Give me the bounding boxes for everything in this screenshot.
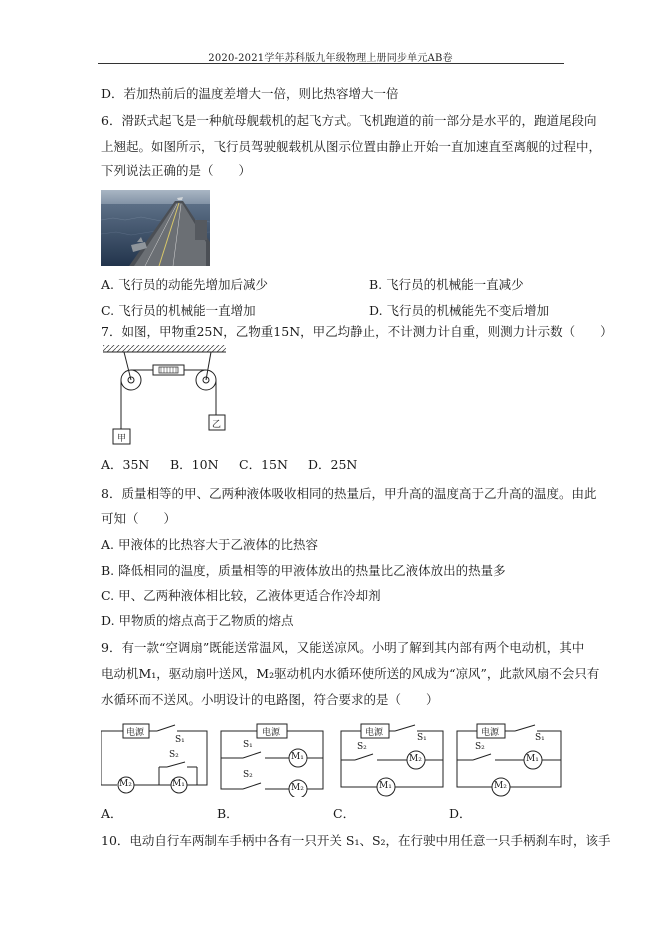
q9-circuit-d bbox=[455, 719, 565, 797]
q6-stem-line-3: 下列说法正确的是（ ） bbox=[101, 163, 252, 178]
motor-m2-label: M₂ bbox=[119, 779, 132, 789]
power-source-label: 电源 bbox=[262, 728, 281, 738]
q9-stem-line-2: 电动机M₁，驱动扇叶送风，M₂驱动机内水循环使所送的风成为“凉风”，此款风扇不会只有 bbox=[101, 666, 600, 681]
q9-stem-line-1: 9．有一款“空调扇”既能送常温风，又能送凉风。小明了解到其内部有两个电动机，其中 bbox=[101, 640, 585, 655]
switch-s1-label: S₁ bbox=[175, 735, 185, 745]
q8-stem-line-1: 8．质量相等的甲、乙两种液体吸收相同的热量后，甲升高的温度高于乙升高的温度。由此 bbox=[101, 486, 597, 501]
q7-option-d: D．25N bbox=[308, 457, 358, 472]
q7-option-b: B．10N bbox=[170, 457, 219, 472]
aircraft-carrier-photo bbox=[101, 190, 210, 266]
q8-option-a: A. 甲液体的比热容大于乙液体的比热容 bbox=[101, 537, 318, 552]
q6-option-c: C. 飞行员的机械能一直增加 bbox=[101, 303, 256, 318]
switch-s1-label: S₁ bbox=[243, 740, 253, 750]
motor-m1-label: M₁ bbox=[379, 781, 392, 791]
switch-s2-label: S₂ bbox=[475, 742, 485, 752]
power-source-label: 电源 bbox=[365, 728, 384, 738]
motor-m1-label: M₁ bbox=[291, 752, 304, 762]
motor-m1-label: M₁ bbox=[526, 754, 539, 764]
power-source-label: 电源 bbox=[126, 728, 145, 738]
q9-label-a: A． bbox=[101, 806, 123, 821]
q6-stem-line-1: 6．滑跃式起飞是一种航母舰载机的起飞方式。飞机跑道的前一部分是水平的，跑道尾段向 bbox=[101, 113, 597, 128]
q6-option-b: B. 飞行员的机械能一直减少 bbox=[369, 277, 524, 292]
switch-s2-label: S₂ bbox=[243, 770, 253, 780]
switch-s2-label: S₂ bbox=[357, 742, 367, 752]
q9-label-c: C． bbox=[333, 806, 356, 821]
motor-m1-label: M₁ bbox=[172, 779, 185, 789]
q6-stem-line-2: 上翘起。如图所示，飞行员驾驶舰载机从图示位置由静止开始一直加速直至离舰的过程中， bbox=[101, 139, 602, 154]
header-rule bbox=[98, 63, 564, 64]
q9-label-b: B． bbox=[217, 806, 239, 821]
q8-stem-line-2: 可知（ ） bbox=[101, 511, 177, 526]
motor-m2-label: M₂ bbox=[494, 781, 507, 791]
switch-s2-label: S₂ bbox=[169, 750, 179, 760]
page-header: 2020-2021学年苏科版九年级物理上册同步单元AB卷 bbox=[208, 53, 453, 64]
q9-circuit-c bbox=[339, 719, 449, 797]
q8-option-b: B. 降低相同的温度，质量相等的甲液体放出的热量比乙液体放出的热量多 bbox=[101, 563, 506, 578]
q9-circuit-a bbox=[101, 719, 211, 797]
q9-circuit-b bbox=[219, 719, 329, 797]
motor-m2-label: M₂ bbox=[291, 783, 304, 793]
switch-s1-label: S₁ bbox=[535, 733, 545, 743]
q8-option-d: D. 甲物质的熔点高于乙物质的熔点 bbox=[101, 613, 294, 628]
q7-option-c: C．15N bbox=[239, 457, 288, 472]
weight-yi-label: 乙 bbox=[212, 420, 222, 430]
q6-option-a: A. 飞行员的动能先增加后减少 bbox=[101, 277, 268, 292]
switch-s1-label: S₁ bbox=[417, 733, 427, 743]
q9-label-d: D． bbox=[449, 806, 472, 821]
motor-m2-label: M₂ bbox=[409, 754, 422, 764]
q7-stem: 7．如图，甲物重25N，乙物重15N，甲乙均静止，不计测力计自重，则测力计示数（ ） bbox=[101, 324, 613, 339]
q9-stem-line-3: 水循环而不送风。小明设计的电路图，符合要求的是（ ） bbox=[101, 692, 439, 707]
power-source-label: 电源 bbox=[481, 728, 500, 738]
q5-option-d: D．若加热前后的温度差增大一倍，则比热容增大一倍 bbox=[101, 86, 399, 101]
q7-pulley-diagram bbox=[101, 343, 236, 451]
q7-option-a: A．35N bbox=[101, 457, 150, 472]
q6-option-d: D. 飞行员的机械能先不变后增加 bbox=[369, 303, 550, 318]
weight-jia-label: 甲 bbox=[117, 434, 127, 444]
q8-option-c: C. 甲、乙两种液体相比较，乙液体更适合作冷却剂 bbox=[101, 588, 381, 603]
q10-stem: 10．电动自行车两制车手柄中各有一只开关 S₁、S₂，在行驶中用任意一只手柄刹车时，该手 bbox=[101, 833, 611, 848]
